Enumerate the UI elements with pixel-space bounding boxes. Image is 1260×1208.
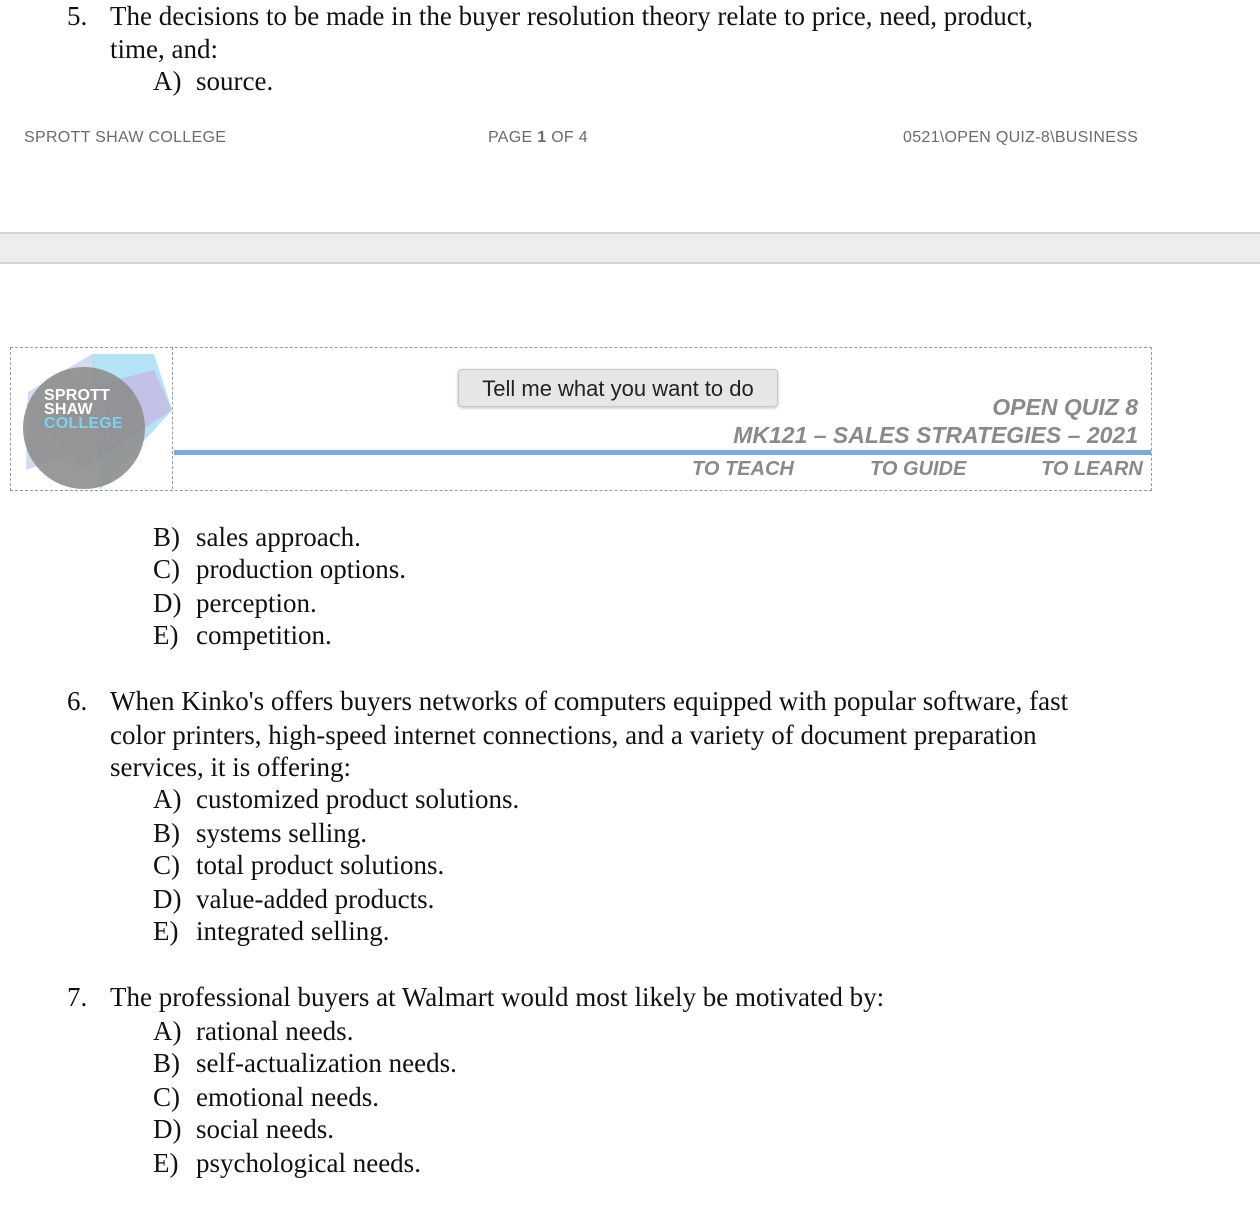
question-number: 5. — [67, 1, 88, 31]
option-text: sales approach. — [196, 522, 361, 552]
option-letter: C) — [153, 850, 180, 880]
option-letter: E) — [153, 916, 179, 946]
question-number: 7. — [67, 982, 88, 1012]
option-letter: B) — [153, 522, 180, 552]
option-text: rational needs. — [196, 1016, 354, 1046]
page-of: OF 4 — [551, 129, 588, 146]
tell-me-search-input[interactable]: Tell me what you want to do — [458, 369, 778, 407]
question-text: color printers, high-speed internet connections, and a variety of document preparation — [110, 720, 1037, 750]
header-rule — [174, 450, 1151, 455]
option-text: total product solutions. — [196, 850, 445, 880]
question-text: When Kinko's offers buyers networks of computers equipped with popular software, fast — [110, 686, 1069, 716]
header-title: OPEN QUIZ 8 — [992, 394, 1138, 420]
option-letter: A) — [153, 1016, 182, 1046]
question-text: time, and: — [110, 34, 218, 64]
option-text: systems selling. — [196, 818, 368, 848]
page-label: PAGE — [488, 129, 533, 146]
option-letter: E) — [153, 1148, 179, 1178]
option-letter: C) — [153, 554, 180, 584]
option-text: self-actualization needs. — [196, 1048, 457, 1078]
option-letter: B) — [153, 818, 180, 848]
option-text: integrated selling. — [196, 916, 390, 946]
option-letter: E) — [153, 620, 179, 650]
question-text: The decisions to be made in the buyer resolution theory relate to price, need, product, — [110, 1, 1033, 31]
option-text: perception. — [196, 588, 317, 618]
option-text: emotional needs. — [196, 1082, 379, 1112]
option-text: competition. — [196, 620, 332, 650]
question-text: The professional buyers at Walmart would most likely be motivated by: — [110, 982, 885, 1012]
option-letter: A) — [153, 66, 182, 96]
logo-text: SHAW — [44, 401, 93, 418]
motto-item: TO GUIDE — [870, 458, 967, 480]
question-number: 6. — [67, 686, 88, 716]
option-text: social needs. — [196, 1114, 334, 1144]
option-text: source. — [196, 66, 274, 96]
option-text: psychological needs. — [196, 1148, 421, 1178]
logo-text: COLLEGE — [44, 415, 123, 432]
option-letter: D) — [153, 588, 182, 618]
page-break — [0, 232, 1260, 264]
question-text: services, it is offering: — [110, 752, 351, 782]
logo-text: SPROTT — [44, 387, 111, 404]
option-text: customized product solutions. — [196, 784, 520, 814]
option-letter: A) — [153, 784, 182, 814]
page-num: 1 — [537, 129, 547, 146]
footer-page-number — [488, 129, 588, 147]
header-subtitle: MK121 – SALES STRATEGIES – 2021 — [733, 422, 1138, 448]
option-letter: D) — [153, 884, 182, 914]
option-text: production options. — [196, 554, 406, 584]
option-letter: B) — [153, 1048, 180, 1078]
footer-college: SPROTT SHAW COLLEGE — [24, 129, 227, 146]
option-letter: C) — [153, 1082, 180, 1112]
option-letter: D) — [153, 1114, 182, 1144]
footer-doc-code: 0521\OPEN QUIZ-8\BUSINESS — [903, 129, 1139, 146]
motto-item: TO LEARN — [1041, 458, 1143, 480]
option-text: value-added products. — [196, 884, 435, 914]
motto-item: TO TEACH — [692, 458, 794, 480]
